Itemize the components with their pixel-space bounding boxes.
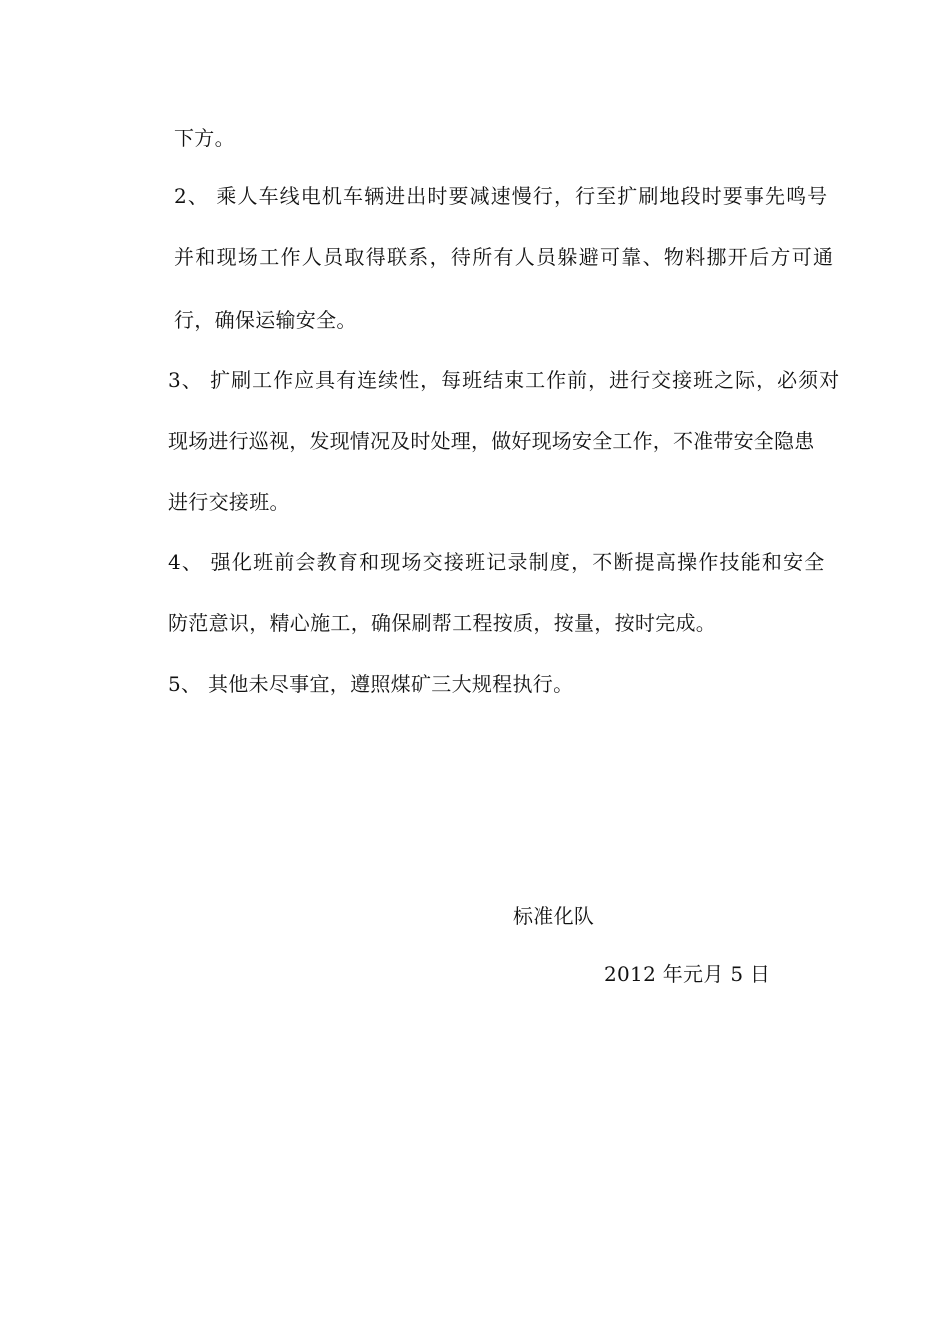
text-line-3: 并和现场工作人员取得联系，待所有人员躲避可靠、物料挪开后方可通 (174, 245, 835, 269)
text-line-8: 4、 强化班前会教育和现场交接班记录制度，不断提高操作技能和安全 (168, 550, 826, 574)
text-line-6: 现场进行巡视，发现情况及时处理，做好现场安全工作，不准带安全隐患 (168, 429, 815, 453)
signature-organization: 标准化队 (513, 904, 595, 928)
text-line-9: 防范意识，精心施工，确保刷帮工程按质，按量，按时完成。 (168, 611, 717, 635)
text-line-5: 3、 扩刷工作应具有连续性，每班结束工作前，进行交接班之际，必须对 (168, 368, 841, 392)
text-line-4: 行，确保运输安全。 (174, 308, 357, 332)
text-line-1: 下方。 (174, 126, 235, 150)
signature-date: 2012 年元月 5 日 (604, 962, 771, 986)
text-line-10: 5、 其他未尽事宜，遵照煤矿三大规程执行。 (168, 672, 574, 696)
text-line-7: 进行交接班。 (168, 490, 290, 514)
text-line-2: 2、 乘人车线电机车辆进出时要减速慢行，行至扩刷地段时要事先鸣号 (174, 184, 829, 208)
